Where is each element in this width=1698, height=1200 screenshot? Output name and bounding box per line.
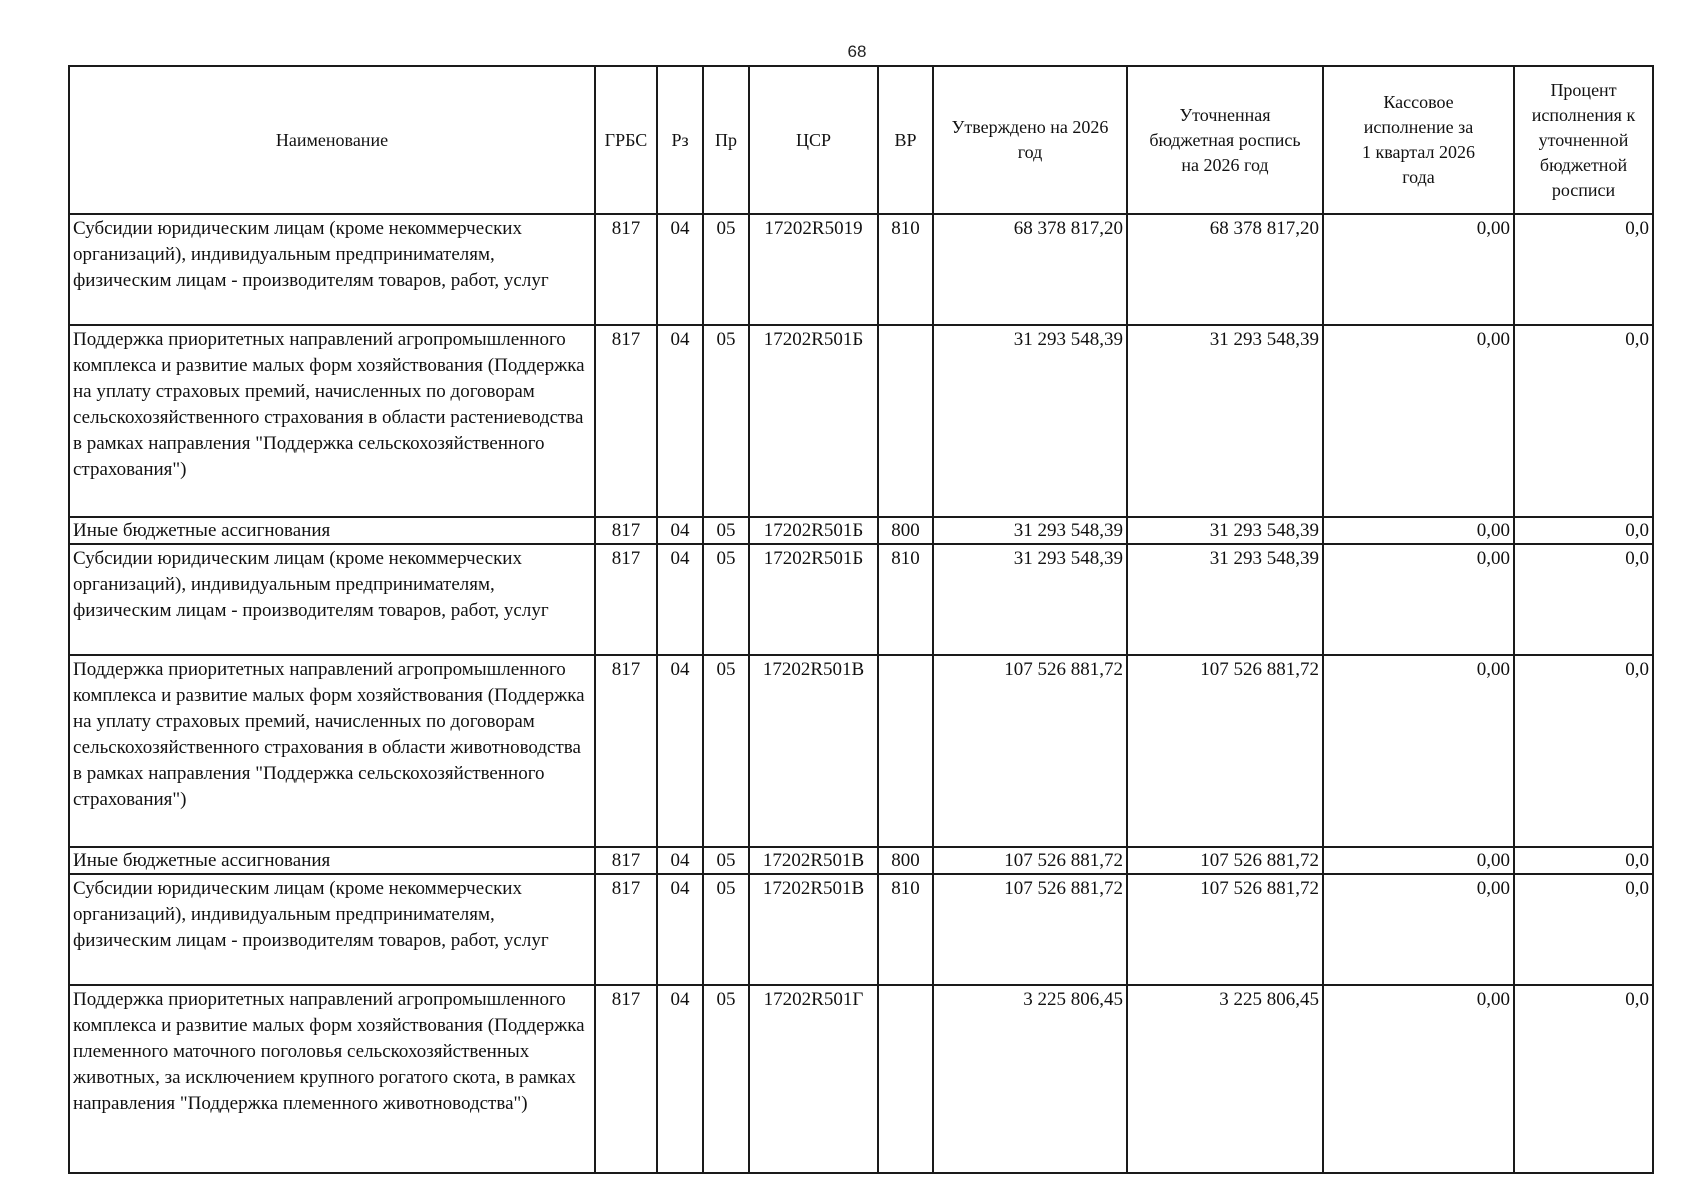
table-row — [69, 214, 1653, 325]
page-number: 68 — [847, 42, 867, 61]
row-approved: 31 293 548,39 — [933, 517, 1127, 544]
row-vr: 810 — [878, 544, 933, 655]
header-grbs: ГРБС — [595, 66, 657, 214]
row-csr: 17202R501Г — [749, 985, 878, 1173]
row-pr: 05 — [703, 517, 749, 544]
row-csr: 17202R501Б — [749, 544, 878, 655]
row-percent: 0,0 — [1514, 325, 1653, 517]
row-percent: 0,0 — [1514, 517, 1653, 544]
row-refined: 107 526 881,72 — [1127, 874, 1323, 985]
table-row — [69, 325, 1653, 517]
table-row — [69, 655, 1653, 847]
row-csr: 17202R5019 — [749, 214, 878, 325]
row-pr: 05 — [703, 655, 749, 847]
row-pr: 05 — [703, 214, 749, 325]
row-grbs: 817 — [595, 214, 657, 325]
header-csr: ЦСР — [749, 66, 878, 214]
row-grbs: 817 — [595, 517, 657, 544]
row-refined: 107 526 881,72 — [1127, 655, 1323, 847]
row-csr: 17202R501Б — [749, 517, 878, 544]
header-name: Наименование — [69, 66, 595, 214]
row-rz: 04 — [657, 325, 703, 517]
row-grbs: 817 — [595, 874, 657, 985]
row-percent: 0,0 — [1514, 985, 1653, 1173]
row-refined: 3 225 806,45 — [1127, 985, 1323, 1173]
table-row — [69, 985, 1653, 1173]
row-pr: 05 — [703, 544, 749, 655]
row-rz: 04 — [657, 214, 703, 325]
row-csr: 17202R501В — [749, 874, 878, 985]
row-grbs: 817 — [595, 655, 657, 847]
row-name: Иные бюджетные ассигнования — [69, 847, 595, 874]
header-pr: Пр — [703, 66, 749, 214]
row-csr: 17202R501В — [749, 847, 878, 874]
row-percent: 0,0 — [1514, 214, 1653, 325]
row-rz: 04 — [657, 874, 703, 985]
row-vr — [878, 325, 933, 517]
row-cash: 0,00 — [1323, 847, 1514, 874]
table-row — [69, 847, 1653, 874]
row-cash: 0,00 — [1323, 655, 1514, 847]
table-row — [69, 517, 1653, 544]
header-vr: ВР — [878, 66, 933, 214]
row-percent: 0,0 — [1514, 544, 1653, 655]
row-vr: 810 — [878, 214, 933, 325]
row-vr: 810 — [878, 874, 933, 985]
header-percent: Процент исполнения к уточненной бюджетной росписи — [1514, 66, 1653, 214]
row-pr: 05 — [703, 874, 749, 985]
row-approved: 107 526 881,72 — [933, 847, 1127, 874]
row-approved: 31 293 548,39 — [933, 544, 1127, 655]
row-csr: 17202R501В — [749, 655, 878, 847]
header-cash: Кассовое исполнение за 1 квартал 2026 года — [1323, 66, 1514, 214]
row-pr: 05 — [703, 847, 749, 874]
header-approved: Утверждено на 2026 год — [933, 66, 1127, 214]
row-percent: 0,0 — [1514, 655, 1653, 847]
row-refined: 31 293 548,39 — [1127, 517, 1323, 544]
row-csr: 17202R501Б — [749, 325, 878, 517]
row-name: Субсидии юридическим лицам (кроме некоммерческих организаций), индивидуальным предпринимателям, физическим лицам - производителям товаров, работ, услуг — [69, 214, 595, 325]
row-name: Субсидии юридическим лицам (кроме некоммерческих организаций), индивидуальным предпринимателям, физическим лицам - производителям товаров, работ, услуг — [69, 874, 595, 985]
row-name: Иные бюджетные ассигнования — [69, 517, 595, 544]
row-rz: 04 — [657, 544, 703, 655]
header-refined: Уточненная бюджетная роспись на 2026 год — [1127, 66, 1323, 214]
row-approved: 68 378 817,20 — [933, 214, 1127, 325]
row-refined: 31 293 548,39 — [1127, 544, 1323, 655]
row-refined: 68 378 817,20 — [1127, 214, 1323, 325]
row-rz: 04 — [657, 985, 703, 1173]
row-cash: 0,00 — [1323, 544, 1514, 655]
row-rz: 04 — [657, 517, 703, 544]
row-percent: 0,0 — [1514, 847, 1653, 874]
row-approved: 3 225 806,45 — [933, 985, 1127, 1173]
table-header-row — [69, 66, 1653, 214]
row-vr: 800 — [878, 847, 933, 874]
row-name: Поддержка приоритетных направлений агропромышленного комплекса и развитие малых форм хозяйствования (Поддержка на уплату страховых премий, начисленных по договорам сельскохозяйственного страхования в области животноводства в рамках направления "Поддержка сельскохозяйственного страхования") — [69, 655, 595, 847]
row-approved: 31 293 548,39 — [933, 325, 1127, 517]
row-percent: 0,0 — [1514, 874, 1653, 985]
row-approved: 107 526 881,72 — [933, 874, 1127, 985]
row-cash: 0,00 — [1323, 325, 1514, 517]
row-rz: 04 — [657, 847, 703, 874]
row-pr: 05 — [703, 325, 749, 517]
row-approved: 107 526 881,72 — [933, 655, 1127, 847]
row-grbs: 817 — [595, 325, 657, 517]
row-cash: 0,00 — [1323, 214, 1514, 325]
row-refined: 107 526 881,72 — [1127, 847, 1323, 874]
budget-execution-table — [68, 65, 1654, 1174]
row-name: Субсидии юридическим лицам (кроме некоммерческих организаций), индивидуальным предпринимателям, физическим лицам - производителям товаров, работ, услуг — [69, 544, 595, 655]
row-grbs: 817 — [595, 985, 657, 1173]
row-refined: 31 293 548,39 — [1127, 325, 1323, 517]
row-cash: 0,00 — [1323, 985, 1514, 1173]
row-cash: 0,00 — [1323, 517, 1514, 544]
table-row — [69, 544, 1653, 655]
header-rz: Рз — [657, 66, 703, 214]
row-vr: 800 — [878, 517, 933, 544]
row-rz: 04 — [657, 655, 703, 847]
row-cash: 0,00 — [1323, 874, 1514, 985]
row-grbs: 817 — [595, 544, 657, 655]
row-name: Поддержка приоритетных направлений агропромышленного комплекса и развитие малых форм хозяйствования (Поддержка племенного маточного поголовья сельскохозяйственных животных, за исключением крупного рогатого скота, в рамках направления "Поддержка племенного животноводства") — [69, 985, 595, 1173]
row-name: Поддержка приоритетных направлений агропромышленного комплекса и развитие малых форм хозяйствования (Поддержка на уплату страховых премий, начисленных по договорам сельскохозяйственного страхования в области растениеводства в рамках направления "Поддержка сельскохозяйственного страхования") — [69, 325, 595, 517]
row-pr: 05 — [703, 985, 749, 1173]
row-grbs: 817 — [595, 847, 657, 874]
row-vr — [878, 655, 933, 847]
row-vr — [878, 985, 933, 1173]
table-row — [69, 874, 1653, 985]
